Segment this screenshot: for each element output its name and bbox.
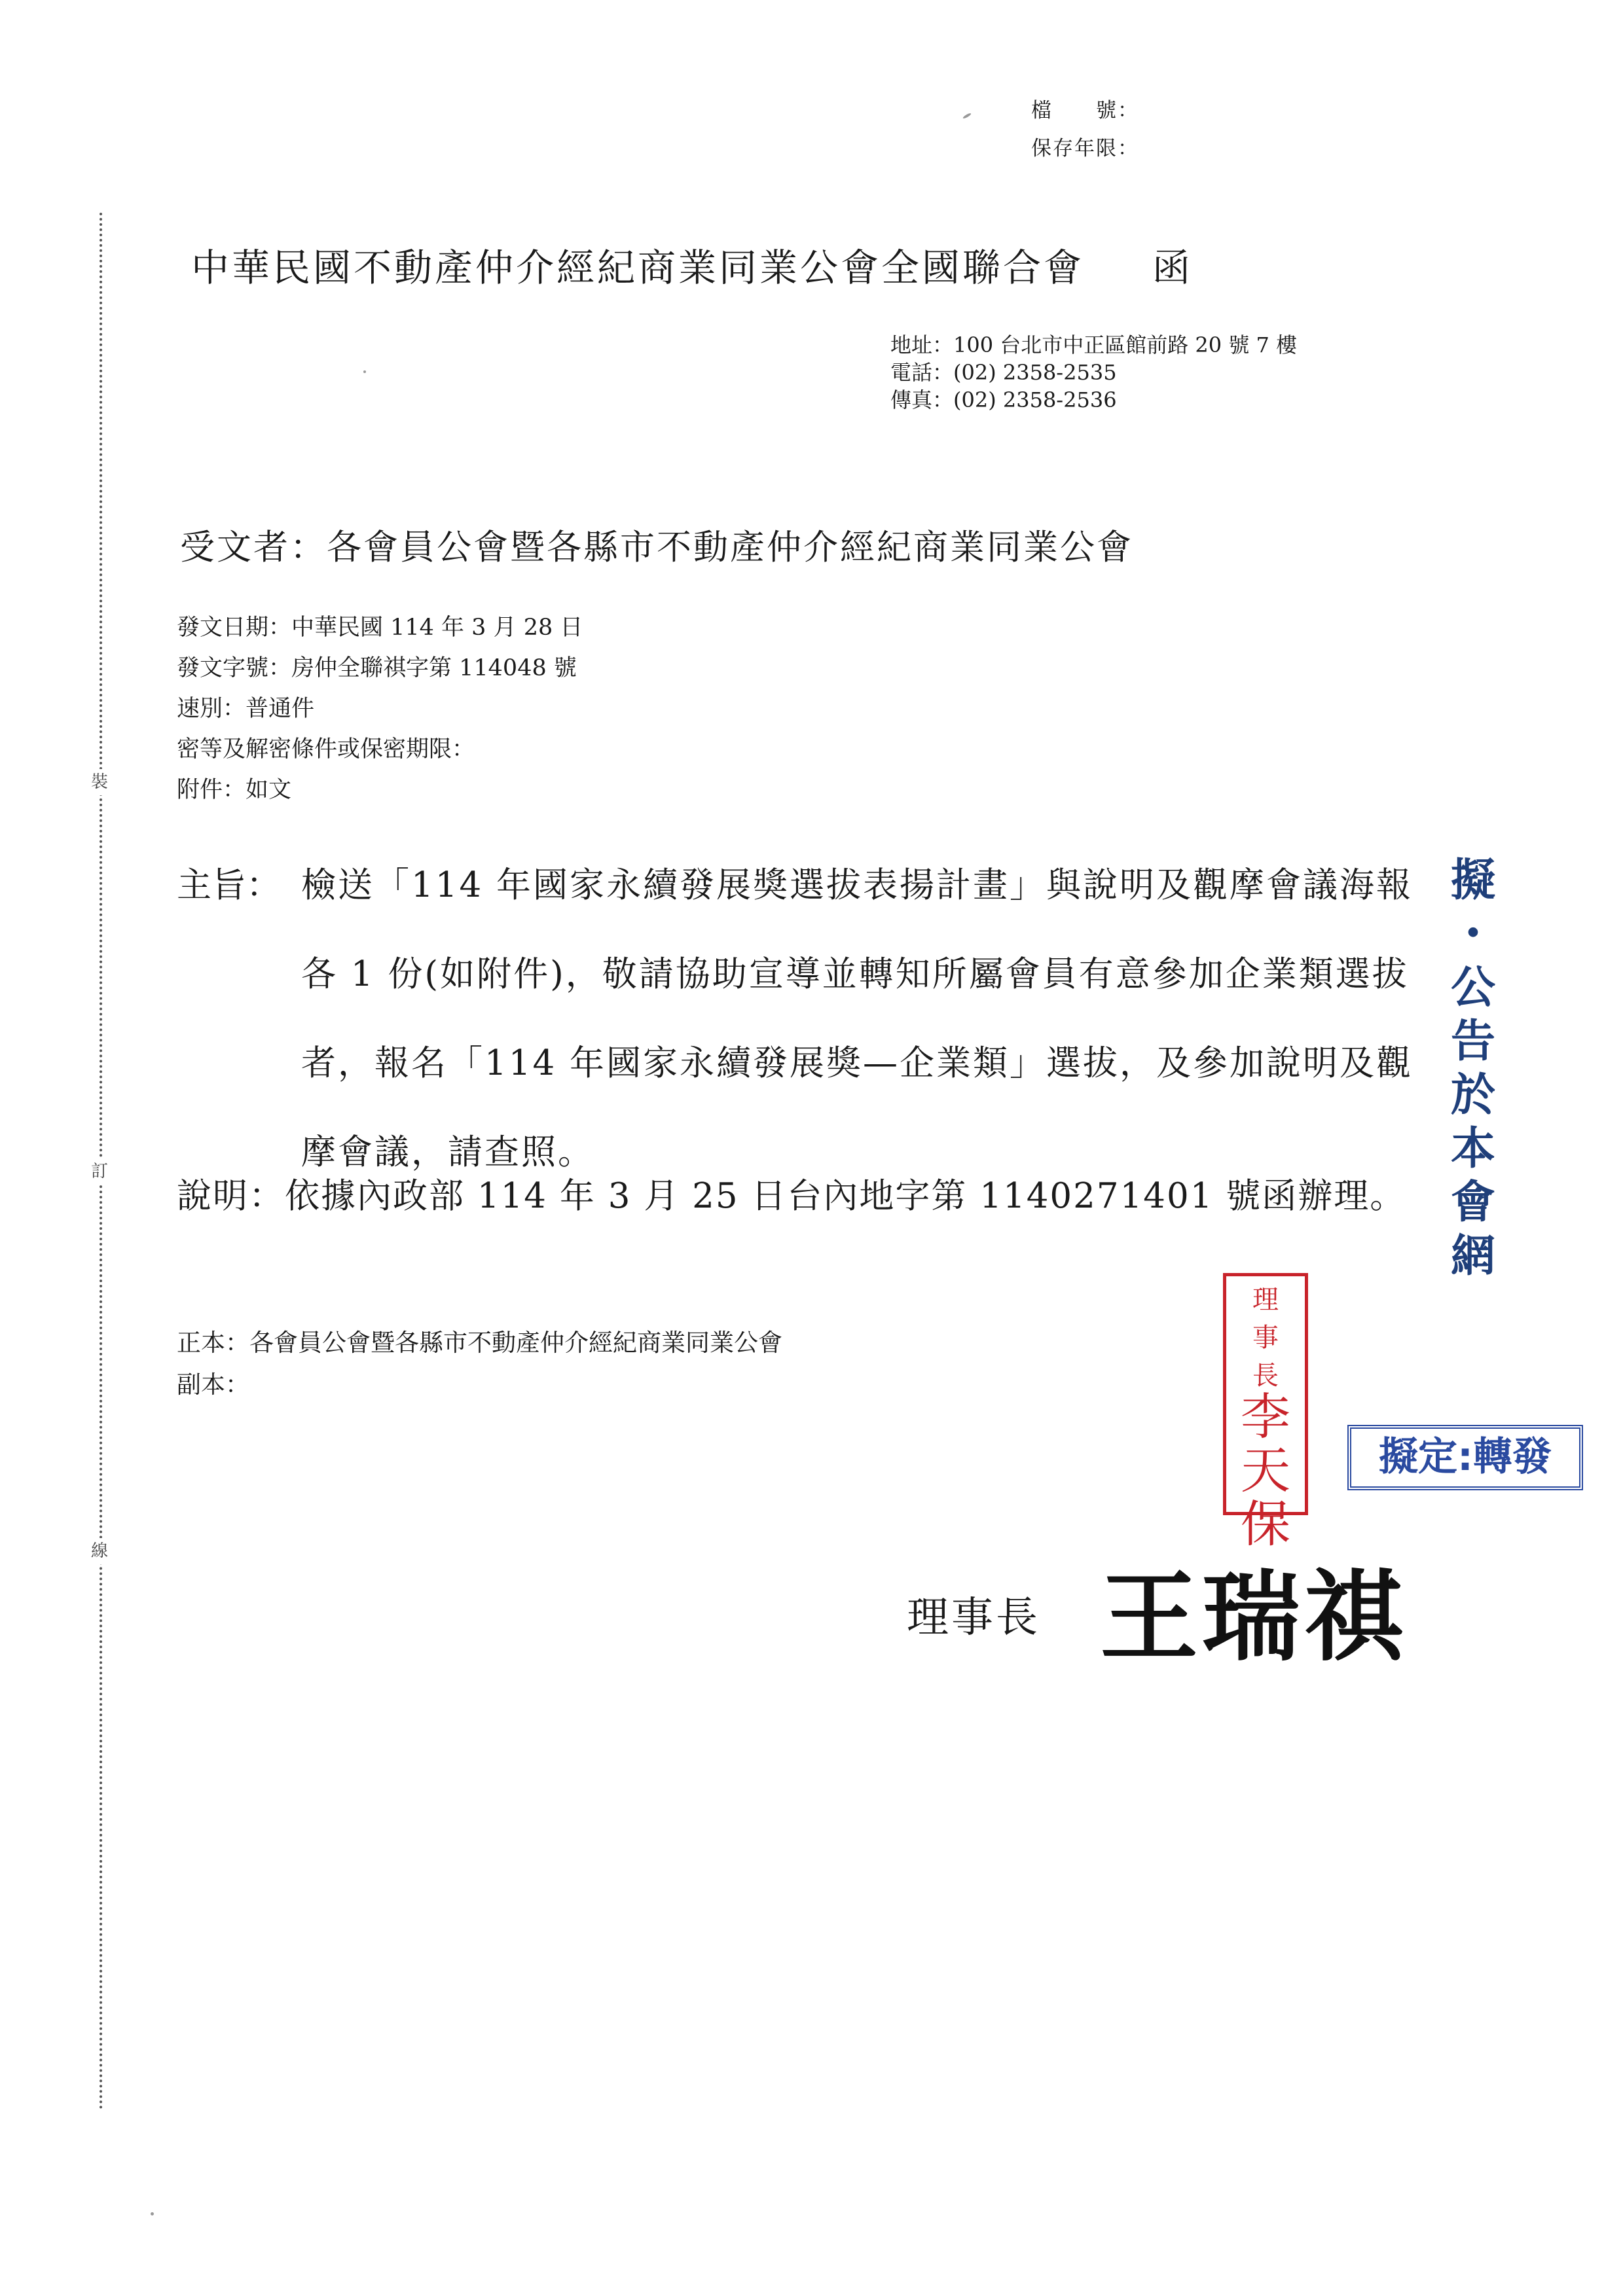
issue-date: 發文日期：中華民國 114 年 3 月 28 日 xyxy=(177,615,583,641)
contact-info xyxy=(890,331,1297,414)
secrecy-level: 密等及解密條件或保密期限： xyxy=(177,736,475,762)
seal-char: 李 xyxy=(1241,1388,1290,1446)
signature-name: 王瑞祺 xyxy=(1100,1560,1407,1675)
letter-title xyxy=(191,237,1193,292)
recipient: 受文者：各會員公會暨各縣市不動產仲介經紀商業同業公會 xyxy=(180,528,1133,567)
annotation-char: 於 xyxy=(1450,1069,1495,1121)
archive-info xyxy=(1031,92,1139,168)
address: 地址：100 台北市中正區館前路 20 號 7 樓 xyxy=(890,332,1298,357)
reference-number: 發文字號：房仲全聯祺字第 114048 號 xyxy=(177,655,577,681)
retention-label: 保存年限： xyxy=(1031,137,1139,160)
scan-speck xyxy=(363,370,366,373)
annotation-char: 告 xyxy=(1450,1016,1495,1067)
annotation-char: 網 xyxy=(1450,1230,1495,1282)
description: 說明：依據內政部 114 年 3 月 25 日台內地字第 1140271401 號函辦理。 xyxy=(177,1176,1406,1216)
seal-char: 理 xyxy=(1252,1285,1279,1315)
fax: 傳真：(02) 2358-2536 xyxy=(890,387,1117,412)
annotation-char: 公 xyxy=(1450,962,1495,1014)
copy-list xyxy=(177,1322,782,1406)
red-chairman-seal xyxy=(1223,1273,1308,1553)
blue-approval-stamp: 擬定:轉發 xyxy=(1347,1425,1583,1490)
seal-char: 天 xyxy=(1241,1441,1290,1499)
original-recipients: 正本：各會員公會暨各縣市不動產仲介經紀商業同業公會 xyxy=(177,1329,782,1357)
binding-mark-zhuang: 裝 xyxy=(86,769,113,795)
binding-mark-xian: 線 xyxy=(86,1538,113,1564)
subject-label: 主旨： xyxy=(177,865,281,905)
seal-char: 保 xyxy=(1241,1495,1290,1553)
annotation-char: 擬 xyxy=(1450,855,1495,906)
binding-mark-ding: 訂 xyxy=(86,1158,113,1185)
scan-speck xyxy=(962,113,972,119)
seal-char: 長 xyxy=(1252,1361,1279,1391)
annotation-char: ・ xyxy=(1450,908,1495,960)
phone: 電話：(02) 2358-2535 xyxy=(890,360,1117,385)
delivery-speed: 速別：普通件 xyxy=(177,696,315,722)
signature-title: 理事長 xyxy=(907,1594,1040,1642)
seal-char: 事 xyxy=(1252,1323,1279,1353)
file-number-label: 檔 號： xyxy=(1031,99,1139,122)
handwritten-annotation xyxy=(1447,854,1499,1283)
attachment: 附件：如文 xyxy=(177,777,292,803)
annotation-char: 會 xyxy=(1450,1177,1495,1229)
scan-speck xyxy=(151,2212,154,2215)
doc-type: 函 xyxy=(1152,245,1194,290)
annotation-char: 本 xyxy=(1450,1123,1495,1175)
document-meta xyxy=(177,607,583,810)
org-name: 中華民國不動產仲介經紀商業同業公會全國聯合會 xyxy=(191,245,1085,290)
subject-section xyxy=(177,841,1434,1197)
subject-text: 檢送「114 年國家永續發展獎選拔表揚計畫」與說明及觀摩會議海報各 1 份(如附件)，敬請協助宣導並轉知所屬會員有意參加企業類選拔者，報名「114 年國家永續發展獎—企業類」選拔，及參加說明及觀摩會議，請查照。 xyxy=(301,865,1413,1172)
copy-recipients: 副本： xyxy=(177,1371,249,1399)
